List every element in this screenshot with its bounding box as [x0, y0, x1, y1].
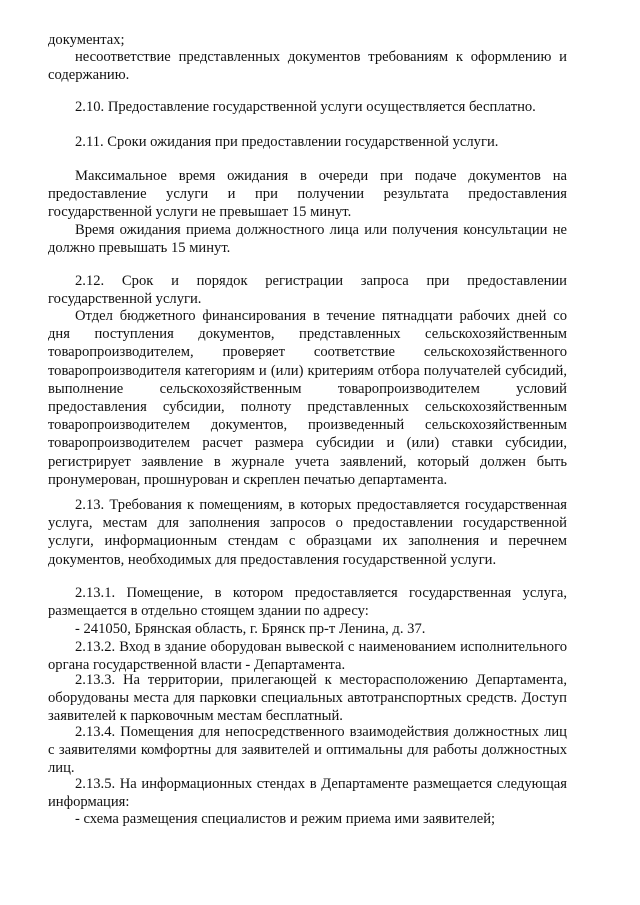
- paragraph-official-wait-time: Время ожидания приема должностного лица или получения консультации не должно превышать 15 минут.: [48, 222, 567, 257]
- list-item-specialists-schedule: - схема размещения специалистов и режим приема ими заявителей;: [75, 811, 496, 827]
- section-2-13-5: 2.13.5. На информационных стендах в Департаменте размещается следующая информация:: [48, 776, 567, 811]
- paragraph-documents-fragment: документах;: [48, 32, 125, 48]
- section-2-13-2: 2.13.2. Вход в здание оборудован вывеской с наименованием исполнительного органа государственной власти - Департамента.: [48, 639, 567, 674]
- section-2-13-heading: 2.13. Требования к помещениям, в которых предоставляется государственная услуга, местам для заполнения запросов о предоставлении государственной услуги, информационным стендам с образцами их заполнения и перечнем документов, необходимых для предоставления государственной услуги.: [48, 497, 567, 568]
- address-line: - 241050, Брянская область, г. Брянск пр-т Ленина, д. 37.: [75, 621, 426, 637]
- paragraph-max-wait-time: Максимальное время ожидания в очереди при подаче документов на предоставление услуги и при получении результата предоставления государственной услуги не превышает 15 минут.: [48, 168, 567, 221]
- section-2-13-3: 2.13.3. На территории, прилегающей к месторасположению Департамента, оборудованы места для парковки специальных автотранспортных средств. Доступ заявителей к парковочным местам бесплатный.: [48, 672, 567, 725]
- paragraph-budget-department: Отдел бюджетного финансирования в течение пятнадцати рабочих дней со дня поступления документов, представленных сельскохозяйственным товаропроизводителем, проверяет соответствие сельскохозяйственного товаропроизводителя категориям и (или) критериям отбора получателей субсидий, выполнение сельскохозяйственным товаропроизводителем условий предоставления субсидии, полноту представленных сельскохозяйственным товаропроизводителем документов, произведенный сельскохозяйственным товаропроизводителем расчет размера субсидии и (или) ставки субсидии, регистрирует заявление в журнале учета заявлений, который должен быть пронумерован, прошнурован и скреплен печатью департамента.: [48, 308, 567, 488]
- section-2-12-heading: 2.12. Срок и порядок регистрации запроса при предоставлении государственной услуги.: [48, 273, 567, 308]
- paragraph-nonconformity: несоответствие представленных документов требованиям к оформлению и содержанию.: [48, 49, 567, 84]
- section-2-13-1: 2.13.1. Помещение, в котором предоставляется государственная услуга, размещается в отдельно стоящем здании по адресу:: [48, 585, 567, 620]
- section-2-13-4: 2.13.4. Помещения для непосредственного взаимодействия должностных лиц с заявителями комфортны для заявителей и оптимальны для работы должностных лиц.: [48, 724, 567, 777]
- section-2-10: 2.10. Предоставление государственной услуги осуществляется бесплатно.: [75, 99, 536, 115]
- section-2-11-heading: 2.11. Сроки ожидания при предоставлении государственной услуги.: [75, 134, 499, 150]
